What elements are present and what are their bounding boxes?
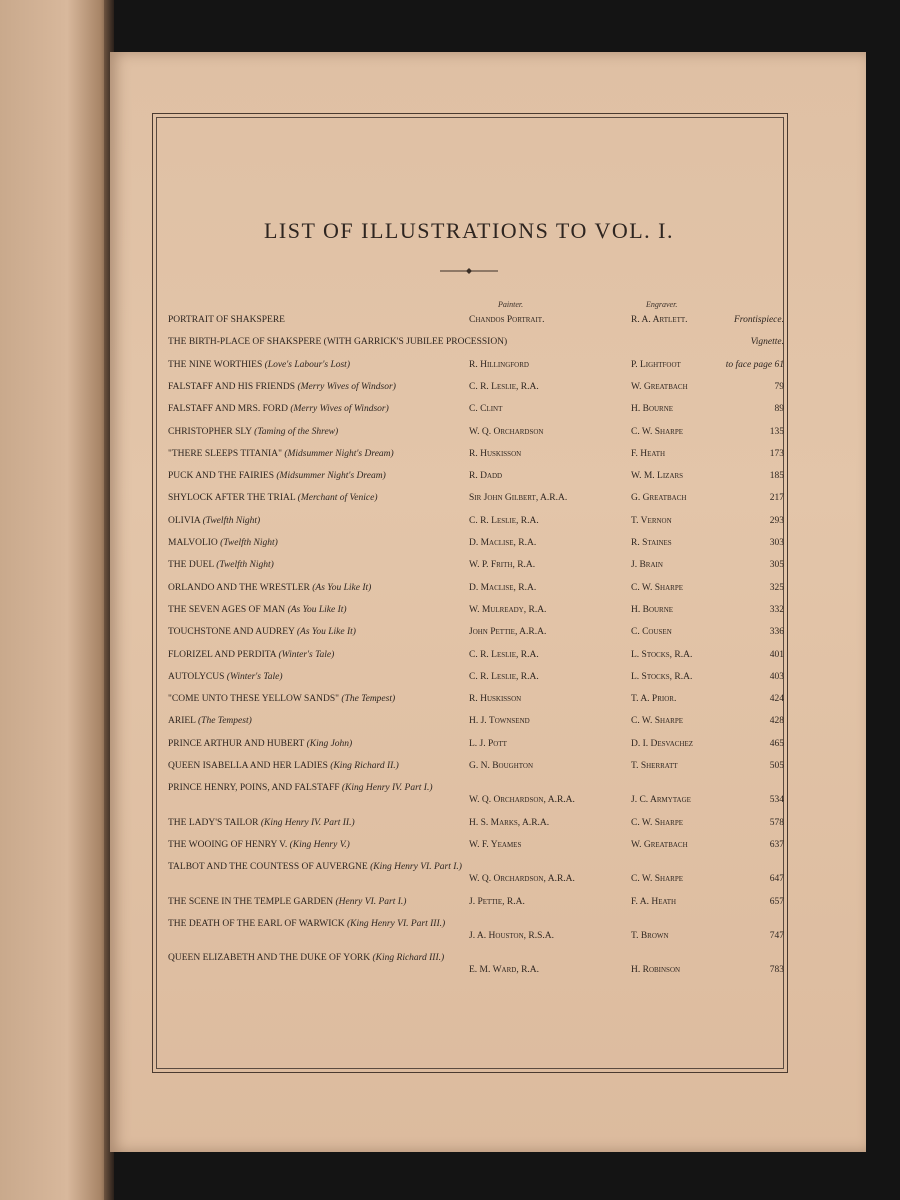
page-reference: 336 — [769, 627, 784, 638]
list-row — [168, 715, 784, 727]
illustration-subject: THE SEVEN AGES OF MAN — [168, 604, 286, 615]
illustration-subject: TOUCHSTONE AND AUDREY — [168, 627, 295, 638]
play-title: (King Henry IV. Part II.) — [260, 817, 355, 828]
page-reference: 783 — [769, 965, 784, 976]
list-row — [168, 782, 784, 806]
play-title: (Twelfth Night) — [216, 560, 274, 571]
painter-name: John Pettie, A.R.A. — [469, 627, 547, 638]
engraver-name: H. Bourne — [631, 404, 674, 415]
page-reference: 173 — [769, 448, 784, 459]
engraver-name: J. C. Armytage — [631, 795, 691, 806]
play-title: (King Henry VI. Part I.) — [370, 862, 462, 873]
illustration-subject: THE LADY'S TAILOR — [168, 817, 259, 828]
engraver-name: W. M. Lizars — [631, 471, 684, 482]
play-title: (Taming of the Shrew) — [254, 426, 339, 437]
list-row — [168, 381, 784, 393]
play-title: (Twelfth Night) — [202, 515, 261, 526]
page-reference: 325 — [769, 582, 784, 593]
list-row — [168, 626, 784, 638]
book-page — [110, 52, 866, 1152]
painter-name: D. Maclise, R.A. — [469, 538, 537, 548]
list-row — [168, 515, 784, 527]
page-reference: Frontispiece. — [733, 315, 784, 325]
engraver-name: W. Greatbach — [631, 381, 688, 392]
illustration-subject: QUEEN ISABELLA AND HER LADIES — [168, 761, 328, 771]
engraver-name: R. Staines — [631, 538, 672, 548]
list-row — [168, 896, 784, 908]
page-reference: 505 — [769, 761, 784, 771]
play-title: (Merry Wives of Windsor) — [297, 381, 396, 392]
painter-name: L. J. Pott — [469, 738, 507, 749]
play-title: (As You Like It) — [312, 582, 372, 593]
engraver-name: T. Vernon — [631, 515, 672, 526]
illustration-subject: FALSTAFF AND MRS. FORD — [168, 404, 288, 415]
page-reference: 217 — [769, 493, 784, 504]
painter-name: R. Hillingford — [469, 359, 529, 370]
illustration-subject: MALVOLIO — [168, 538, 218, 548]
list-row — [168, 861, 784, 885]
engraver-name: R. A. Artlett. — [631, 315, 688, 325]
painter-name: H. J. Townsend — [469, 716, 530, 727]
list-row — [168, 336, 784, 348]
list-row — [168, 359, 784, 371]
list-row — [168, 426, 784, 438]
illustration-subject: "THERE SLEEPS TITANIA" — [168, 448, 282, 459]
play-title: (Twelfth Night) — [220, 538, 278, 548]
illustration-subject: THE DUEL — [168, 560, 214, 571]
painter-name: Sir John Gilbert, A.R.A. — [469, 493, 568, 504]
illustration-subject: THE WOOING OF HENRY V. — [168, 839, 288, 850]
page-reference: 428 — [769, 716, 784, 727]
illustration-subject: ARIEL — [168, 716, 196, 727]
list-row — [168, 817, 784, 829]
page-reference: 332 — [769, 604, 784, 615]
list-row — [168, 649, 784, 661]
page-reference: 135 — [769, 426, 784, 437]
play-title: (Winter's Tale) — [278, 649, 335, 660]
play-title: (As You Like It) — [287, 604, 347, 615]
illustration-subject: PUCK AND THE FAIRIES — [168, 471, 275, 482]
left-book-page — [0, 0, 112, 1200]
page-reference: 185 — [769, 471, 784, 482]
play-title: (The Tempest) — [341, 694, 396, 705]
painter-name: C. R. Leslie, R.A. — [469, 671, 539, 682]
illustration-subject: PRINCE HENRY, POINS, AND FALSTAFF — [168, 783, 340, 794]
painter-name: W. F. Yeames — [469, 839, 522, 850]
page-reference: 657 — [769, 896, 784, 907]
page-reference: 79 — [774, 381, 784, 392]
painter-name: C. Clint — [469, 404, 503, 415]
painter-name: W. Q. Orchardson — [469, 426, 544, 437]
illustration-subject: ORLANDO AND THE WRESTLER — [168, 582, 310, 593]
illustration-subject: OLIVIA — [168, 515, 201, 526]
page-reference: 303 — [769, 538, 784, 548]
play-title: (The Tempest) — [198, 716, 252, 727]
page-reference: 637 — [769, 839, 784, 850]
page-reference: 403 — [769, 671, 784, 682]
engraver-name: T. Brown — [631, 930, 669, 941]
list-row — [168, 314, 784, 326]
illustration-subject: AUTOLYCUS — [168, 671, 225, 682]
illustration-subject: SHYLOCK AFTER THE TRIAL — [168, 493, 296, 504]
page-title: LIST OF ILLUSTRATIONS TO VOL. I. — [263, 218, 674, 243]
engraver-name: C. Cousen — [631, 627, 672, 638]
engraver-name: G. Greatbach — [631, 493, 687, 504]
painter-name: E. M. Ward, R.A. — [469, 965, 540, 976]
engraver-name: C. W. Sharpe — [631, 874, 683, 885]
engraver-column-header: Engraver. — [646, 300, 678, 309]
painter-name: C. R. Leslie, R.A. — [469, 649, 539, 660]
play-title: (Love's Labour's Lost) — [264, 359, 350, 370]
engraver-name: C. W. Sharpe — [631, 426, 683, 437]
play-title: (Merchant of Venice) — [297, 493, 378, 504]
list-row — [168, 738, 784, 750]
play-title: (Winter's Tale) — [226, 671, 283, 682]
illustration-subject: PRINCE ARTHUR AND HUBERT — [168, 738, 305, 749]
play-title: (Midsummer Night's Dream) — [284, 448, 394, 459]
play-title: (King John) — [306, 738, 353, 749]
painter-name: C. R. Leslie, R.A. — [469, 381, 539, 392]
illustration-subject: THE BIRTH-PLACE OF SHAKSPERE (WITH GARRICK'S JUBILEE PROCESSION) — [168, 337, 508, 348]
engraver-name: C. W. Sharpe — [631, 817, 683, 828]
engraver-name: J. Brain — [631, 560, 663, 571]
list-row — [168, 693, 784, 705]
painter-name: Chandos Portrait. — [469, 315, 545, 325]
illustration-subject: QUEEN ELIZABETH AND THE DUKE OF YORK — [168, 953, 371, 964]
illustration-subject: CHRISTOPHER SLY — [168, 426, 252, 437]
page-reference: 534 — [769, 795, 784, 806]
illustration-subject: TALBOT AND THE COUNTESS OF AUVERGNE — [168, 862, 368, 873]
page-reference: to face page 61 — [725, 359, 784, 370]
play-title: (Henry VI. Part I.) — [335, 896, 407, 907]
list-row — [168, 952, 784, 976]
list-row — [168, 559, 784, 571]
list-row — [168, 604, 784, 616]
title-ornament-divider — [440, 268, 498, 274]
play-title: (King Henry IV. Part I.) — [341, 783, 433, 794]
page-reference: 305 — [769, 560, 784, 571]
illustration-subject: THE NINE WORTHIES — [168, 359, 263, 370]
illustration-subject: "COME UNTO THESE YELLOW SANDS" — [168, 694, 340, 705]
page-reference: 747 — [769, 930, 784, 941]
engraver-name: L. Stocks, R.A. — [631, 671, 693, 682]
page-reference: 401 — [769, 649, 784, 660]
page-reference: 89 — [774, 404, 784, 415]
engraver-name: T. A. Prior. — [631, 694, 677, 705]
page-reference: Vignette. — [750, 337, 784, 348]
play-title: (King Henry VI. Part III.) — [347, 918, 446, 929]
page-reference: 647 — [769, 874, 784, 885]
play-title: (As You Like It) — [296, 627, 356, 638]
list-row — [168, 839, 784, 851]
page-reference: 293 — [769, 515, 784, 526]
painter-name: H. S. Marks, A.R.A. — [469, 817, 550, 828]
engraver-name: F. Heath — [631, 448, 666, 459]
page-reference: 465 — [769, 738, 784, 749]
engraver-name: L. Stocks, R.A. — [631, 649, 693, 660]
painter-name: W. Q. Orchardson, A.R.A. — [469, 874, 575, 885]
engraver-name: D. I. Desvachez — [631, 738, 694, 749]
list-row — [168, 403, 784, 415]
list-row — [168, 671, 784, 683]
painter-column-header: Painter. — [498, 300, 524, 309]
page-reference: 424 — [769, 694, 784, 705]
painter-name: J. A. Houston, R.S.A. — [469, 930, 555, 941]
list-row — [168, 537, 784, 549]
list-row — [168, 760, 784, 772]
illustration-subject: FALSTAFF AND HIS FRIENDS — [168, 381, 296, 392]
play-title: (Merry Wives of Windsor) — [290, 404, 389, 415]
illustration-subject: FLORIZEL AND PERDITA — [168, 649, 277, 660]
engraver-name: F. A. Heath — [631, 896, 677, 907]
painter-name: R. Huskisson — [469, 448, 522, 459]
list-row — [168, 492, 784, 504]
play-title: (King Henry V.) — [289, 839, 350, 850]
illustration-subject: PORTRAIT OF SHAKSPERE — [168, 315, 285, 325]
painter-name: C. R. Leslie, R.A. — [469, 515, 539, 526]
painter-name: G. N. Boughton — [469, 761, 534, 771]
painter-name: J. Pettie, R.A. — [469, 896, 525, 907]
engraver-name: P. Lightfoot — [631, 359, 681, 370]
painter-name: D. Maclise, R.A. — [469, 582, 537, 593]
engraver-name: W. Greatbach — [631, 839, 688, 850]
list-row — [168, 448, 784, 460]
play-title: (Midsummer Night's Dream) — [276, 471, 386, 482]
illustration-subject: THE DEATH OF THE EARL OF WARWICK — [168, 918, 345, 929]
engraver-name: H. Robinson — [631, 965, 681, 976]
painter-name: W. Q. Orchardson, A.R.A. — [469, 795, 575, 806]
painter-name: R. Dadd — [469, 471, 503, 482]
list-row — [168, 918, 784, 942]
list-row — [168, 582, 784, 594]
painter-name: R. Huskisson — [469, 694, 522, 705]
list-row — [168, 470, 784, 482]
illustration-subject: THE SCENE IN THE TEMPLE GARDEN — [168, 896, 334, 907]
page-reference: 578 — [769, 817, 784, 828]
engraver-name: C. W. Sharpe — [631, 582, 683, 593]
engraver-name: C. W. Sharpe — [631, 716, 683, 727]
painter-name: W. P. Frith, R.A. — [469, 560, 536, 571]
engraver-name: T. Sherratt — [631, 761, 678, 771]
play-title: (King Richard II.) — [330, 761, 399, 771]
painter-name: W. Mulready, R.A. — [469, 604, 547, 615]
engraver-name: H. Bourne — [631, 604, 674, 615]
play-title: (King Richard III.) — [372, 953, 445, 964]
